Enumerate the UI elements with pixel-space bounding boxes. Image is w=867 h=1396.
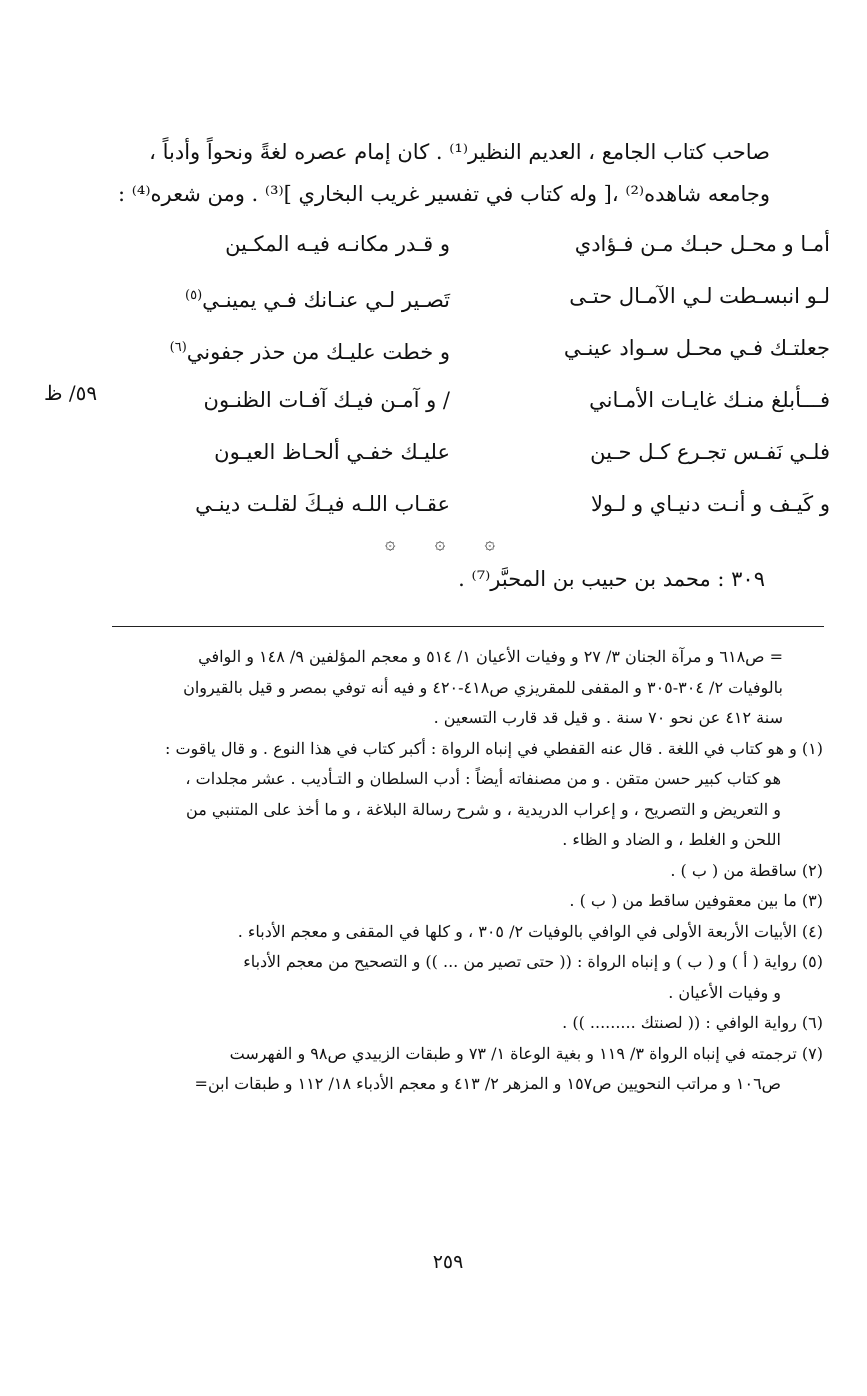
verse-text: و قـدر مكانـه فيـه المكـين bbox=[225, 232, 450, 256]
footnote-1: (١) و هو كتاب في اللغة . قال عنه القفطي في إنباه الرواة : أكبر كتاب في هذا النوع . و قال ياقوت : bbox=[165, 738, 823, 758]
footnote-4: (٤) الأبيات الأربعة الأولى في الوافي بالوفيات ٢/ ٣٠٥ ، و كلها في المقفى و معجم الأدباء . bbox=[237, 921, 823, 941]
verse-first-hemistich: و كَيـف و أنـت دنيـاي و لـولا bbox=[590, 492, 830, 516]
verse-line bbox=[120, 426, 830, 478]
verse-line bbox=[120, 270, 830, 322]
footnote-line: بالوفيات ٢/ ٣٠٤-٣٠٥ و المقفى للمقريزي ص٤١٨-٤٢٠ و فيه أنه توفي بمصر و قيل بالقيروان bbox=[183, 677, 783, 697]
footnote-2: (٢) ساقطة من ( ب ) . bbox=[670, 860, 823, 880]
star-ornament-icon: ۞ bbox=[484, 533, 495, 554]
intro-line-2: وجامعه شاهده⁽²⁾ ،[ وله كتاب في تفسير غريب البخاري ]⁽³⁾ . ومن شعره⁽⁴⁾ : bbox=[118, 182, 770, 206]
section-divider bbox=[385, 532, 495, 556]
star-ornament-icon: ۞ bbox=[434, 533, 446, 554]
footnote-line: سنة ٤١٢ عن نحو ٧٠ سنة . و قيل قد قارب التسعين . bbox=[433, 708, 783, 727]
footnote-6: (٦) رواية الوافي : (( لصنتك ......... )) . bbox=[562, 1013, 823, 1032]
footnote-line: اللحن و الغلط ، و الضاد و الظاء . bbox=[562, 830, 781, 849]
verse-line bbox=[120, 374, 830, 426]
verse-line bbox=[120, 218, 830, 270]
verse-text: تَصـير لـي عنـانك فـي يمينـي bbox=[202, 288, 450, 312]
footnote-5: (٥) رواية ( أ ) و ( ب ) و إنباه الرواة : (( حتى تصير من ... )) و التصحيح من معجم الأدباء bbox=[243, 952, 823, 971]
verse-first-hemistich: أمـا و محـل حبـك مـن فـؤادي bbox=[574, 232, 830, 256]
verse-second-hemistich bbox=[120, 478, 450, 530]
verse-text: / و آمـن فيـك آفـات الظنـون bbox=[203, 388, 450, 412]
footnote-3: (٣) ما بين معقوفين ساقط من ( ب ) . bbox=[569, 891, 823, 910]
footnote-7: (٧) ترجمته في إنباه الرواة ٣/ ١١٩ و بغية الوعاة ١/ ٧٣ و طبقات الزبيدي ص٩٨ و الفهرست bbox=[229, 1043, 823, 1063]
verse-second-hemistich bbox=[120, 322, 450, 378]
entry-heading: ٣٠٩ : محمد بن حبيب بن المحبَّر⁽⁷⁾ . bbox=[458, 567, 765, 591]
footnote-marker: (٥) bbox=[185, 288, 203, 303]
footnote-line: ص١٠٦ و مراتب النحويين ص١٥٧ و المزهر ٢/ ٤١٣ و معجم الأدباء ١٨/ ١١٢ و طبقات ابن= bbox=[194, 1074, 781, 1093]
footnote-line: و التعريض و التصريح ، و إعراب الدريدية ، و شرح رسالة البلاغة ، و ما أخذ على المتنبي من bbox=[186, 799, 781, 819]
footnote-separator bbox=[112, 626, 824, 627]
folio-marker: ٥٩/ ظ bbox=[44, 381, 98, 405]
footnotes bbox=[108, 642, 823, 1100]
verse-text: عقـاب اللـه فيـكَ لقلـت دينـي bbox=[195, 492, 450, 516]
footnote-marker: (٦) bbox=[169, 340, 187, 355]
verse-first-hemistich: فلـي نَفـس تجـرع كـل حـين bbox=[590, 440, 830, 464]
verse-first-hemistich: لـو انبسـطت لـي الآمـال حتـى bbox=[569, 284, 830, 308]
verse-second-hemistich bbox=[120, 218, 450, 270]
verse-second-hemistich bbox=[120, 374, 450, 426]
verse-second-hemistich bbox=[120, 270, 450, 326]
verse-text: عليـك خفـي ألحـاظ العيـون bbox=[214, 440, 450, 464]
verse-first-hemistich: فـــأبلغ منـك غايـات الأمـاني bbox=[589, 388, 830, 412]
verse-text: و خطت عليـك من حذر جفوني bbox=[186, 340, 450, 364]
intro-line-1: صاحب كتاب الجامع ، العديم النظير⁽¹⁾ . كان إمام عصره لغةً ونحواً وأدباً ، bbox=[149, 140, 770, 164]
verse-line bbox=[120, 478, 830, 530]
verse-line bbox=[120, 322, 830, 374]
footnote-line: و وفيات الأعيان . bbox=[668, 982, 781, 1002]
poem bbox=[120, 218, 830, 530]
star-ornament-icon: ۞ bbox=[385, 533, 396, 554]
verse-first-hemistich: جعلتـك فـي محـل سـواد عينـي bbox=[563, 336, 830, 360]
verse-second-hemistich bbox=[120, 426, 450, 478]
footnote-line: هو كتاب كبير حسن متقن . و من مصنفاته أيضاً : أدب السلطان و التـأديب . عشر مجلدات ، bbox=[185, 769, 781, 788]
page-number: ٢٥٩ bbox=[432, 1251, 464, 1273]
footnote-line: = ص٦١٨ و مرآة الجنان ٣/ ٢٧ و وفيات الأعيان ١/ ٥١٤ و معجم المؤلفين ٩/ ١٤٨ و الوافي bbox=[198, 647, 783, 666]
